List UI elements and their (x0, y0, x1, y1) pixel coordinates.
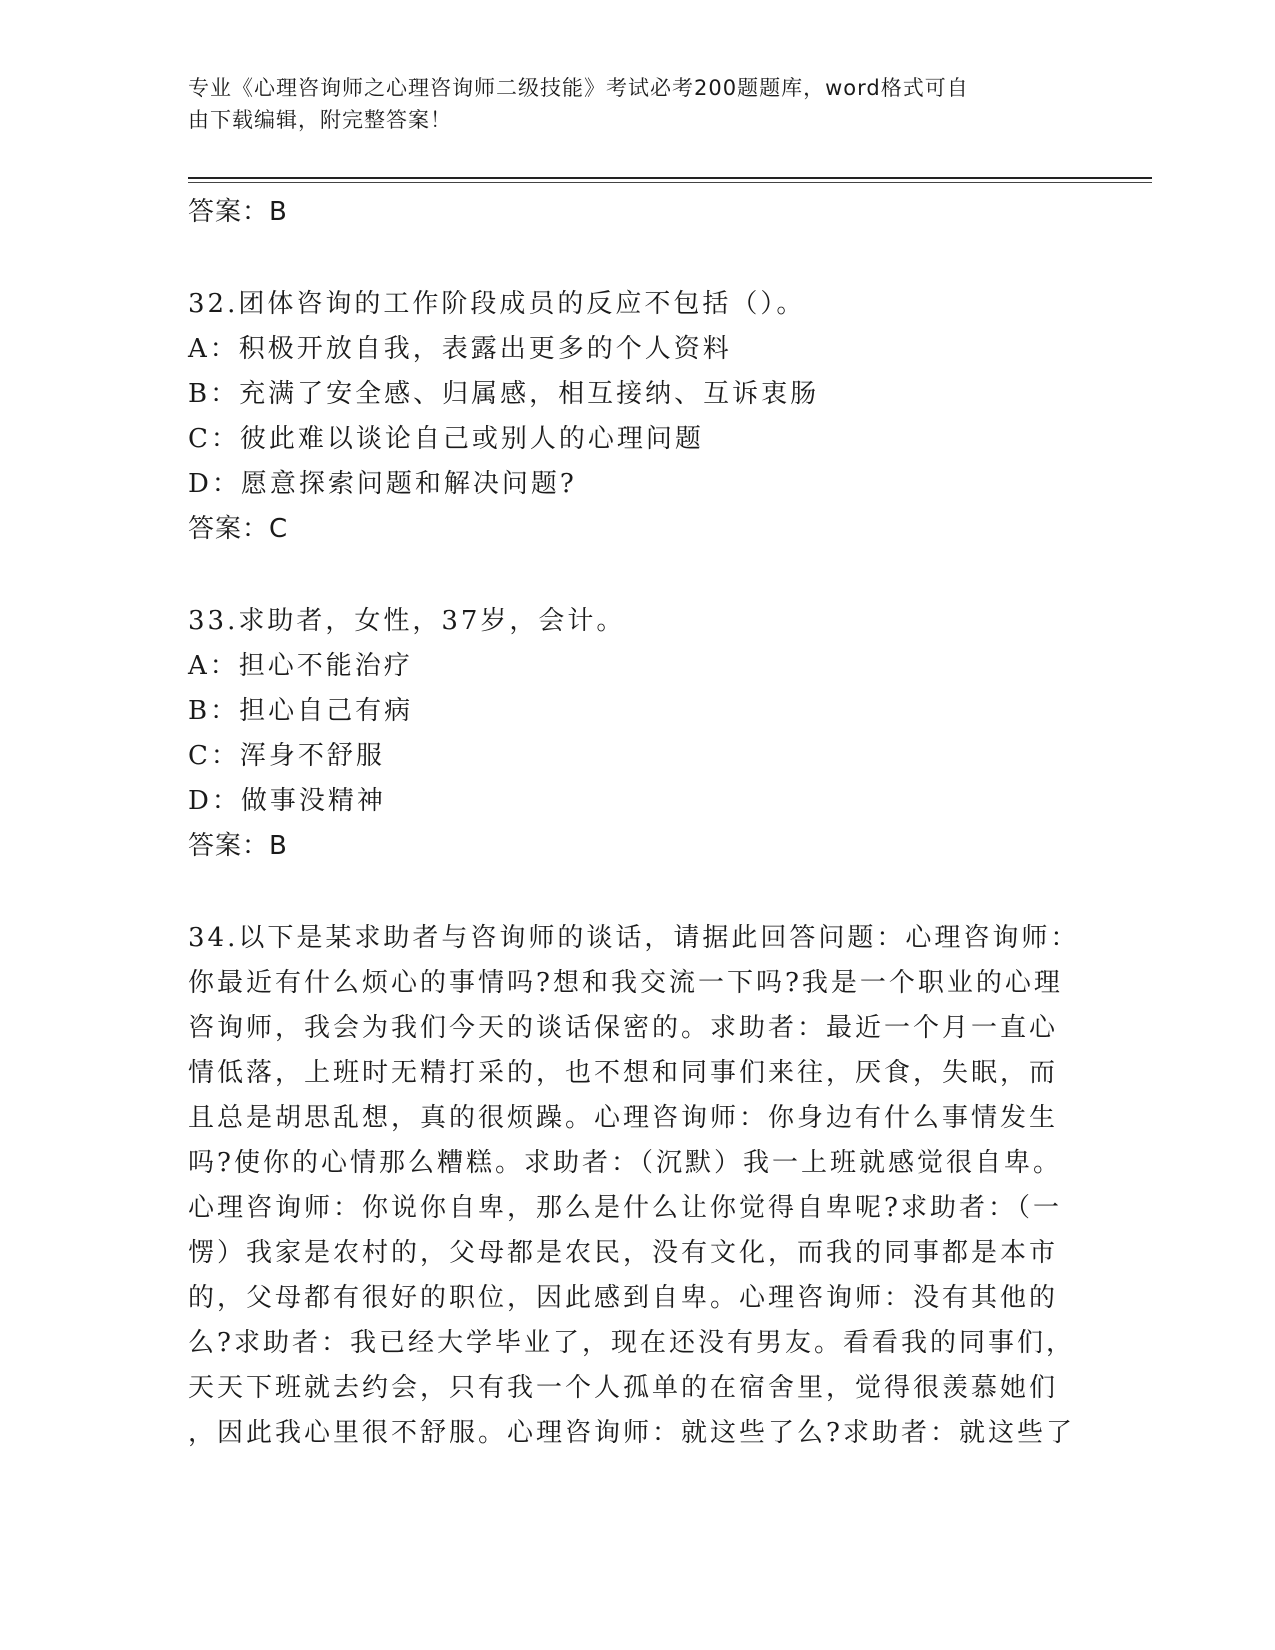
option-a: A：担心不能治疗 (188, 651, 413, 681)
spacer (188, 235, 1088, 282)
question-34-line-2: 你最近有什么烦心的事情吗?想和我交流一下吗?我是一个职业的心理 (188, 968, 1063, 998)
header-rule-thin (188, 182, 1152, 183)
previous-answer: 答案：B (188, 197, 288, 227)
question-34-line-3: 咨询师，我会为我们今天的谈话保密的。求助者：最近一个月一直心 (188, 1013, 1059, 1043)
header-line-2: 由下载编辑，附完整答案！ (188, 108, 452, 132)
option-c: C：浑身不舒服 (188, 741, 385, 771)
option-b: B：担心自己有病 (188, 696, 414, 726)
question-34-line-1: 34.以下是某求助者与咨询师的谈话，请据此回答问题：心理咨询师： (188, 923, 1080, 953)
option-a: A：积极开放自我，表露出更多的个人资料 (188, 334, 732, 364)
question-34-line-10: 么?求助者：我已经大学毕业了，现在还没有男友。看看我的同事们， (188, 1328, 1075, 1358)
option-c: C：彼此难以谈论自己或别人的心理问题 (188, 424, 704, 454)
spacer (188, 869, 1088, 916)
option-b: B：充满了安全感、归属感，相互接纳、互诉衷肠 (188, 379, 820, 409)
question-34-line-12: ，因此我心里很不舒服。心理咨询师：就这些了么?求助者：就这些了 (188, 1418, 1075, 1448)
question-34-line-6: 吗?使你的心情那么糟糕。求助者：（沉默）我一上班就感觉很自卑。 (188, 1148, 1062, 1178)
spacer (188, 552, 1088, 599)
question-34-line-11: 天天下班就去约会，只有我一个人孤单的在宿舍里，觉得很羡慕她们 (188, 1373, 1059, 1403)
header-line-1: 专业《心理咨询师之心理咨询师二级技能》考试必考200题题库，word格式可自 (188, 76, 969, 100)
question-34-line-8: 愣）我家是农村的，父母都是农民，没有文化，而我的同事都是本市 (188, 1238, 1059, 1268)
document-body (188, 190, 1088, 1456)
question-33 (188, 599, 1088, 869)
option-d: D：做事没精神 (188, 786, 386, 816)
question-34-line-4: 情低落，上班时无精打采的，也不想和同事们来往，厌食，失眠，而 (188, 1058, 1059, 1088)
question-32 (188, 282, 1088, 552)
question-34-line-5: 且总是胡思乱想，真的很烦躁。心理咨询师：你身边有什么事情发生 (188, 1103, 1059, 1133)
header-rule-thick (188, 177, 1152, 179)
question-stem: 32.团体咨询的工作阶段成员的反应不包括（）。 (188, 289, 806, 319)
question-34-line-7: 心理咨询师：你说你自卑，那么是什么让你觉得自卑呢?求助者：（一 (188, 1193, 1062, 1223)
answer: 答案：B (188, 831, 288, 861)
answer: 答案：C (188, 514, 289, 544)
question-stem: 33.求助者，女性，37岁，会计。 (188, 606, 626, 636)
option-d: D：愿意探索问题和解决问题? (188, 469, 577, 499)
question-34 (188, 916, 1088, 1456)
question-34-line-9: 的，父母都有很好的职位，因此感到自卑。心理咨询师：没有其他的 (188, 1283, 1059, 1313)
document-header (188, 72, 1068, 136)
